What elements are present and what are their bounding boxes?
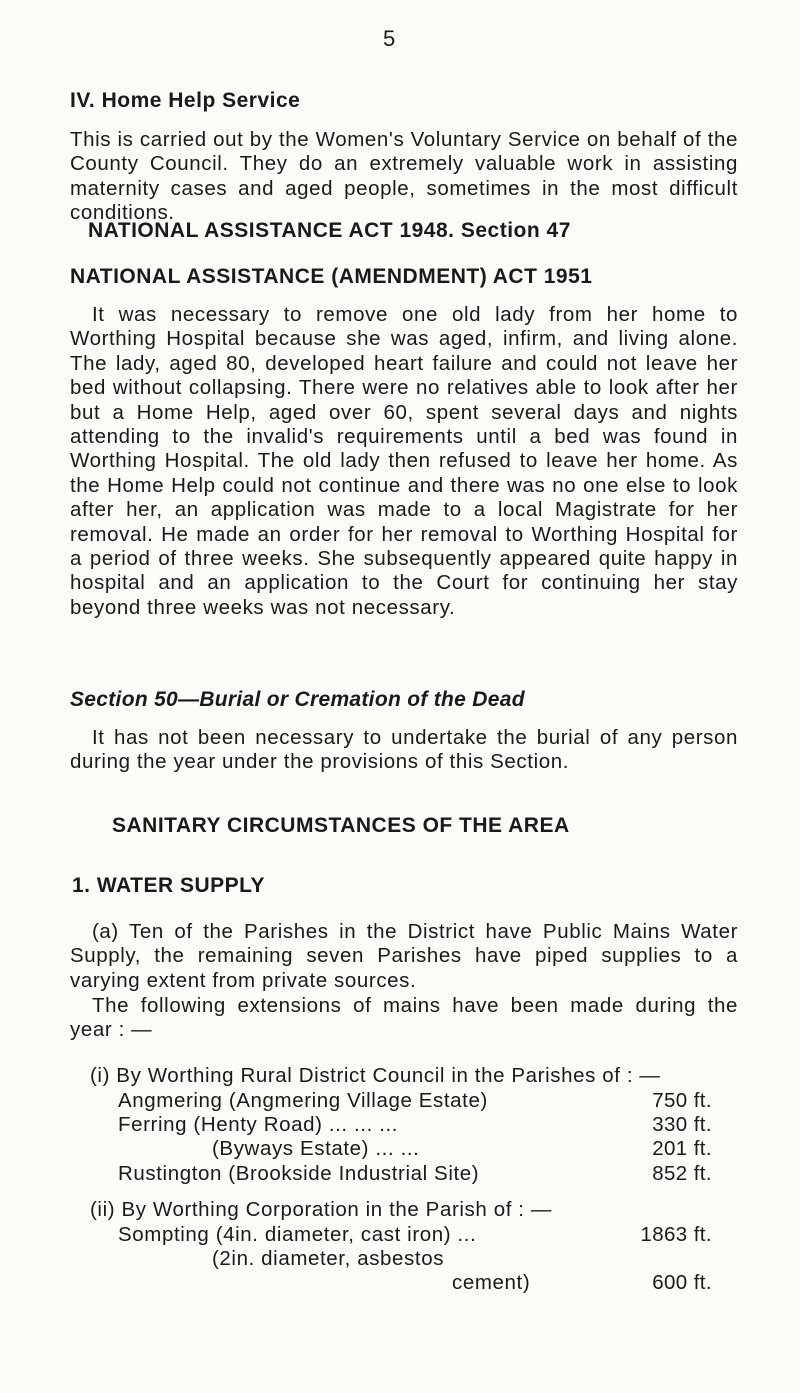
water-supply-heading: 1. WATER SUPPLY xyxy=(72,874,266,897)
extensions-i-intro: (i) By Worthing Rural District Council in the Parishes of : — xyxy=(90,1064,661,1087)
home-help-text: This is carried out by the Women's Voluntary Service on behalf of the County Council. They do an extremely valuable work in assisting maternity cases and aged people, sometimes in the most difficult conditions. xyxy=(70,128,738,225)
extension-row-value: 330 ft. xyxy=(652,1113,712,1136)
extension-row-label: Rustington (Brookside Industrial Site) xyxy=(118,1162,480,1185)
extensions-ii-intro: (ii) By Worthing Corporation in the Parish of : — xyxy=(90,1198,552,1221)
sanitary-heading: SANITARY CIRCUMSTANCES OF THE AREA xyxy=(112,814,570,837)
extension-row-value: 600 ft. xyxy=(652,1271,712,1294)
burial-text: It has not been necessary to undertake the burial of any person during the year under the provisions of this Section. xyxy=(70,726,738,774)
national-assistance-heading-2: NATIONAL ASSISTANCE (AMENDMENT) ACT 1951 xyxy=(70,265,593,288)
extension-row-value: 201 ft. xyxy=(652,1137,712,1160)
national-assistance-heading-1: NATIONAL ASSISTANCE ACT 1948. Section 47 xyxy=(88,219,571,242)
water-para-b: The following extensions of mains have been made during the year : — xyxy=(70,994,738,1042)
extension-row-label: Ferring (Henty Road) ... ... ... xyxy=(118,1113,399,1136)
water-para-a: (a) Ten of the Parishes in the District have Public Mains Water Supply, the remaining seven Parishes have piped supplies to a varying extent from private sources. xyxy=(70,920,738,992)
extension-row-value: 750 ft. xyxy=(652,1089,712,1112)
page-number: 5 xyxy=(383,26,396,51)
extension-row-label: (Byways Estate) ... ... xyxy=(212,1137,420,1160)
extension-row-label: cement) xyxy=(452,1271,531,1294)
extension-row-label: Angmering (Angmering Village Estate) xyxy=(118,1089,488,1112)
extension-row-label: Sompting (4in. diameter, cast iron) ... xyxy=(118,1223,477,1246)
home-help-heading: IV. Home Help Service xyxy=(70,89,301,112)
extension-row-label: (2in. diameter, asbestos xyxy=(212,1247,445,1270)
burial-heading: Section 50—Burial or Cremation of the Dead xyxy=(70,688,525,711)
national-assistance-text: It was necessary to remove one old lady from her home to Worthing Hospital because she was aged, infirm, and living alone. The lady, aged 80, developed heart failure and could not leave her bed without collapsing. There were no relatives able to look after her but a Home Help, aged over 60, spent several days and nights attending to the invalid's requirements until a bed was found in Worthing Hospital. The old lady then refused to leave her home. As the Home Help could not continue and there was no one else to look after her, an application was made to a local Magistrate for her removal. He made an order for her removal to Worthing Hospital for a period of three weeks. She subsequently appeared quite happy in hospital and an application to the Court for continuing her stay beyond three weeks was not necessary. xyxy=(70,303,738,619)
extension-row-value: 852 ft. xyxy=(652,1162,712,1185)
extension-row-value: 1863 ft. xyxy=(640,1223,712,1246)
